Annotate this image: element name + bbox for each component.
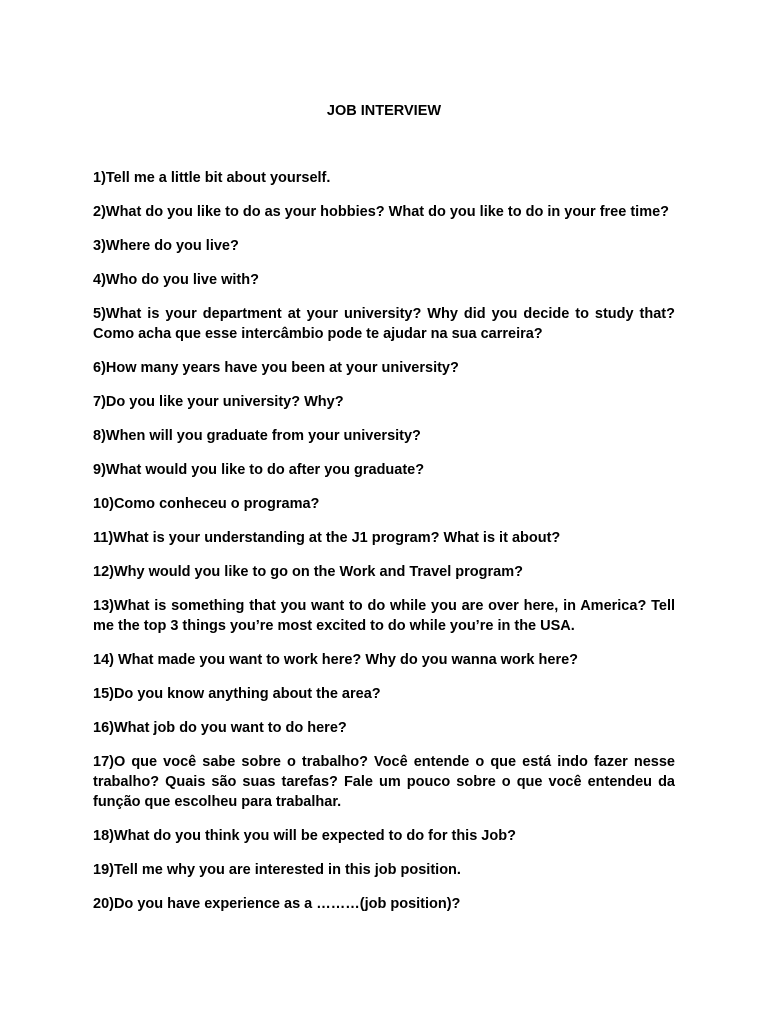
question-item: 10)Como conheceu o programa? [93, 496, 320, 512]
question-item: 8)When will you graduate from your university? [93, 428, 421, 444]
question-item: 16)What job do you want to do here? [93, 720, 347, 736]
question-item: 14) What made you want to work here? Why do you wanna work here? [93, 652, 579, 668]
question-item: 15)Do you know anything about the area? [93, 686, 381, 702]
question-item: 19)Tell me why you are interested in this job position. [93, 862, 461, 878]
question-item: 6)How many years have you been at your university? [93, 360, 459, 376]
question-item: 13)What is something that you want to do while you are over here, in America? Tell me the top 3 things you’re most excited to do while you’re in the USA. [93, 598, 675, 634]
question-item: 2)What do you like to do as your hobbies? What do you like to do in your free time? [93, 204, 670, 220]
question-list [93, 168, 675, 928]
question-item: 18)What do you think you will be expected to do for this Job? [93, 828, 516, 844]
question-item: 4)Who do you live with? [93, 272, 259, 288]
question-item: 1)Tell me a little bit about yourself. [93, 170, 331, 186]
question-item: 9)What would you like to do after you graduate? [93, 462, 425, 478]
page-title: JOB INTERVIEW [326, 103, 442, 119]
question-item: 5)What is your department at your university? Why did you decide to study that? Como acha que esse intercâmbio pode te ajudar na sua carreira? [93, 306, 675, 342]
question-item: 20)Do you have experience as a ………(job position)? [93, 896, 461, 912]
question-item: 7)Do you like your university? Why? [93, 394, 344, 410]
question-item: 3)Where do you live? [93, 238, 239, 254]
question-item: 17)O que você sabe sobre o trabalho? Você entende o que está indo fazer nesse trabalho? Quais são suas tarefas? Fale um pouco sobre o que você entendeu da função que escolheu para trabalhar. [93, 754, 675, 810]
question-item: 12)Why would you like to go on the Work and Travel program? [93, 564, 523, 580]
question-item: 11)What is your understanding at the J1 program? What is it about? [93, 530, 561, 546]
